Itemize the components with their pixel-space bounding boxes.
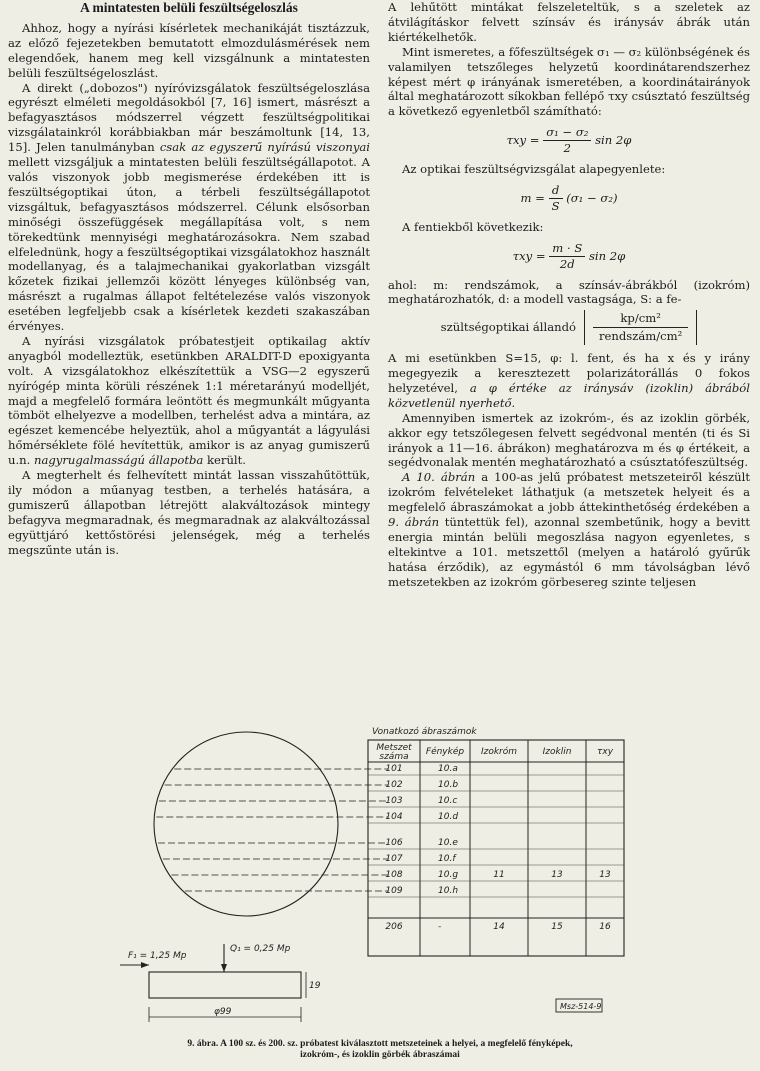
table-cell: 13 <box>551 870 563 880</box>
arrowhead <box>221 964 227 972</box>
equation-tau-derived: τxy = $\frac{m \cdot S}{2d}$ sin 2φ <box>512 240 626 271</box>
paragraph: A fentiekből következik: <box>402 219 544 234</box>
table-header: Metszet <box>376 743 412 753</box>
table-cell: 15 <box>551 922 563 932</box>
table-header: Izokróm <box>480 747 518 757</box>
table-cell: 10.g <box>438 870 459 880</box>
table-cell: 103 <box>385 796 403 806</box>
table-cell: 13 <box>599 870 611 880</box>
figure-9 <box>0 722 760 1037</box>
paragraph: ahol: m: rendszámok, a színsáv-ábrákból (izokróm) meghatározhatók, d: a modell vastagsága, S: a fe- <box>388 277 750 307</box>
table-header: száma <box>379 752 409 762</box>
unit-expression: szültségoptikai állandó $\frac{\text{kp/cm²}}{\text{rendszám/cm²}}$ <box>388 310 750 345</box>
table-cell: 10.b <box>438 780 459 790</box>
table-cell: 16 <box>599 922 611 932</box>
table-cell: 104 <box>385 812 403 822</box>
force-f-label: F₁ = 1,25 Mp <box>128 951 187 961</box>
reference-table <box>368 726 624 956</box>
equation-m: m = $\frac{d}{S}$ (σ₁ − σ₂) <box>520 182 618 213</box>
table-cell: 10.c <box>438 796 458 806</box>
table-cell: 10.e <box>438 838 458 848</box>
table-cell: 10.f <box>438 854 456 864</box>
table-cell: 106 <box>385 838 403 848</box>
table-cell: 10.a <box>438 764 458 774</box>
stamp-text: Msz-514-9 <box>560 1002 602 1011</box>
paragraph: A direkt („dobozos") nyíróvizsgálatok feszültségeloszlása egyrészt elméleti megoldásokból [7, 16] ismert, másrészt a befagyasztásos módszerrel végzett feszültségpolitikai vizsgálatainkról korábbiakban már beszámoltunk [14, 13, 15]. Jelen tanulmányban csak az egyszerű nyírású viszonyai mellett vizsgáljuk a mintatesten belüli feszültségállapotot. A valós viszonyok jobb megismerése érdekében itt is feszültségoptikai úton, a térbeli feszültségállapotot vizsgáltuk, befagyasztásos módszerrel. Célunk elsősorban minőségi összefüggések megállapítása volt, s nem törekedtünk mennyiségi meghatározásokra. Nem szabad elfelednünk, hogy a feszültségoptikai vizsgálatokhoz használt modellanyag, és a talajmechanikai gyakorlatban vizsgált kőzetek fizikai jellemzői között lényeges különbség van, másrészt a rugalmas állapot feltételezése valós viszonyok esetében legfeljebb csak a kísérletek kezdeti szakaszában érvényes. <box>8 80 370 334</box>
paragraph: A mi esetünkben S=15, φ: l. fent, és ha x és y irány megegyezik a keresztezett polarizátorállás 0 fokos helyzetével, a φ értéke az iránysáv (izoklin) ábrából közvetlenül nyerhető. <box>388 351 750 410</box>
table-header: Izoklin <box>542 747 572 757</box>
table-cell: 108 <box>385 870 403 880</box>
paragraph: A 10. ábrán a 100-as jelű próbatest metszeteiről készült izokróm felvételeket láthatjuk (a metszetek helyeit és a megfelelő ábraszámokat a jobb áttekinthetőség érdekében a 9. ábrán tüntettük fel), azonnal szembetűnik, hogy a bevitt energia mintán belüli megoszlása nagyon egyenletes, s eltekintve a 101. metszettől (melyen a határoló gyűrűk hatása érződik), az egymástól 6 mm távolságban lévő metszetekben az izokróm görbesereg szinte teljesen <box>388 470 751 589</box>
dim-width-label: φ99 <box>214 1007 232 1017</box>
paragraph: Ahhoz, hogy a nyírási kísérletek mechanikáját tisztázzuk, az előző fejezetekben bemutatott elmozdulásmérések nem elegendőek, hanem meg kell vizsgálnunk a mintatesten belüli feszültségeloszlást. <box>8 20 370 80</box>
section-lines <box>156 769 388 891</box>
paragraph: A nyírási vizsgálatok próbatestjeit optikailag aktív anyagból modelleztük, esetünkben ARALDIT-D epoxigyanta volt. A vizsgálatokhoz elkészítettük a VSG—2 egyszerű nyírógép minta körüli részének 1:1 méretarányú modelljét, majd a megfelelő formára leöntött és megmunkált műgyanta tömböt elhelyezve a modellben, terhelést adva a mintára, az egészet kemencébe helyeztük, ahol a műgyantát a lágyulási hőmérséklete fölé hevítettük, amikor is az anyag gumiszerű u.n. nagyrugalmasságú állapotba került. <box>8 333 370 468</box>
table-cell: 101 <box>385 764 403 774</box>
right-column <box>388 0 750 590</box>
table-cell: 10.h <box>438 886 459 896</box>
figure-caption: 9. ábra. A 100 sz. és 200. sz. próbatest kiválasztott metszeteinek a helyei, a megfelelő fényképek, izokróm-, és izoklin görbék ábraszámai <box>187 1039 573 1060</box>
arrowhead <box>141 962 149 968</box>
paragraph: Mint ismeretes, a főfeszültségek σ₁ — σ₂ különbségének és valamilyen tetszőleges helyzetű koordinátarendszerhez képest mért φ irányának ismeretében, a koordinátairányok által meghatározott síkokban fellépő τxy csúsztató feszültség a következő egyenletből számítható: <box>388 44 750 119</box>
paragraph: Az optikai feszültségvizsgálat alapegyenlete: <box>402 162 666 177</box>
table-header: τxy <box>596 747 614 757</box>
paragraph: A lehűtött mintákat felszeleteltük, s a szeletek az átvilágításkor felvett színsáv és iránysáv ábrák után kiértékelhetők. <box>388 0 750 44</box>
table-cell: - <box>438 922 442 932</box>
table-cell: 206 <box>385 922 403 932</box>
table-cell: 14 <box>493 922 505 932</box>
specimen-circle <box>154 732 338 916</box>
table-cell: 10.d <box>438 812 459 822</box>
paragraph: Amennyiben ismertek az izokróm-, és az izoklin görbék, akkor egy tetszőlegesen felvett segédvonal mentén (ti és Si irányok a 11—16. ábrákon) meghatározva m és φ értékeit, a segédvonalak mentén meghatározható a csúsztatófeszültség. <box>388 410 750 470</box>
left-column <box>8 0 370 558</box>
table-cell: 109 <box>385 886 403 896</box>
force-q-label: Q₁ = 0,25 Mp <box>230 944 291 954</box>
table-title: Vonatkozó ábraszámok <box>372 727 477 737</box>
table-cell: 102 <box>385 780 403 790</box>
load-diagram <box>120 944 321 1022</box>
section-title: A mintatesten belüli feszültségeloszlás <box>80 0 298 15</box>
table-cell: 107 <box>385 854 403 864</box>
table-header: Fénykép <box>425 747 465 757</box>
equation-tau: τxy = $\frac{\text{σ₁ − σ₂}}{2}$ sin 2φ <box>506 125 632 156</box>
table-cell: 11 <box>493 870 505 880</box>
specimen-block <box>149 972 301 998</box>
dim-height-label: 19 <box>309 981 321 991</box>
paragraph: A megterhelt és felhevített mintát lassan visszahűtöttük, ily módon a műanyag testben, a terhelés hatására, a gumiszerű állapotban létrejött alakváltozások mintegy befagyva megmaradnak, és megmaradnak az alakváltozással együttjáró kettőstörési jelenségek, még a terhelés megszűnte után is. <box>8 468 370 557</box>
